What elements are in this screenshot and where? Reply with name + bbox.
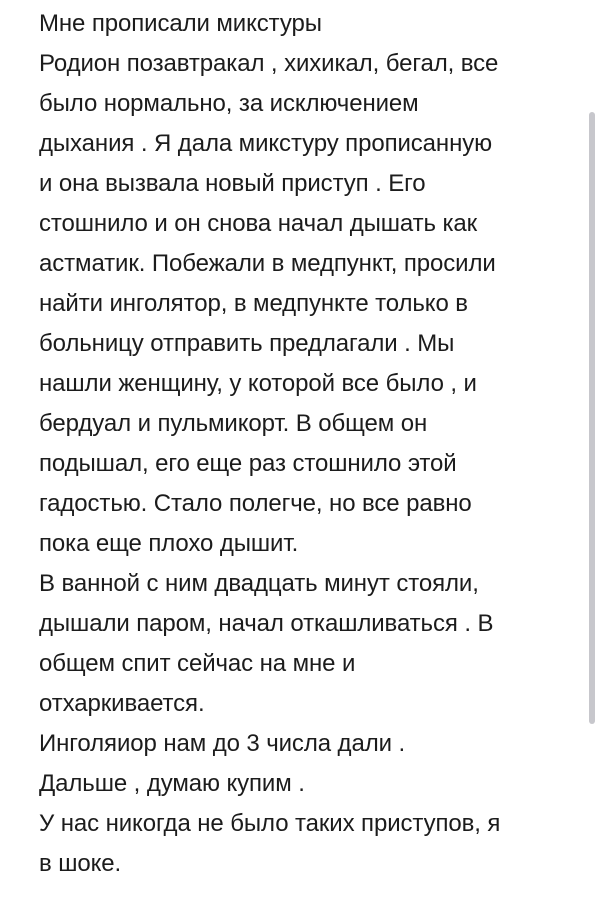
text-line: больницу отправить предлагали . Мы xyxy=(39,330,455,357)
text-line: дышали паром, начал откашливаться . В xyxy=(39,610,494,637)
text-line: пока еще плохо дышит. xyxy=(39,530,299,557)
message-text[interactable] xyxy=(39,4,579,884)
text-line: стошнило и он снова начал дышать как xyxy=(39,210,478,237)
text-line: дыхания . Я дала микстуру прописанную xyxy=(39,130,493,157)
text-line: и она вызвала новый приступ . Его xyxy=(39,170,426,197)
text-line: найти инголятор, в медпункте только в xyxy=(39,290,468,317)
text-line: Инголяиор нам до 3 числа дали . xyxy=(39,730,406,757)
vertical-scrollbar[interactable] xyxy=(589,112,595,724)
text-line: общем спит сейчас на мне и xyxy=(39,650,356,677)
text-line: астматик. Побежали в медпункт, просили xyxy=(39,250,496,277)
text-line: Мне прописали микстуры xyxy=(39,10,322,37)
text-line: было нормально, за исключением xyxy=(39,90,419,117)
text-line: нашли женщину, у которой все было , и xyxy=(39,370,477,397)
text-line: Дальше , думаю купим . xyxy=(39,770,305,797)
text-line: У нас никогда не было таких приступов, я xyxy=(39,810,501,837)
text-line: отхаркивается. xyxy=(39,690,205,717)
text-line: бердуал и пульмикорт. В общем он xyxy=(39,410,428,437)
text-line: гадостью. Стало полегче, но все равно xyxy=(39,490,472,517)
text-line: подышал, его еще раз стошнило этой xyxy=(39,450,457,477)
text-line: В ванной с ним двадцать минут стояли, xyxy=(39,570,479,597)
text-line: в шоке. xyxy=(39,850,122,877)
text-line: Родион позавтракал , хихикал, бегал, все xyxy=(39,50,499,77)
